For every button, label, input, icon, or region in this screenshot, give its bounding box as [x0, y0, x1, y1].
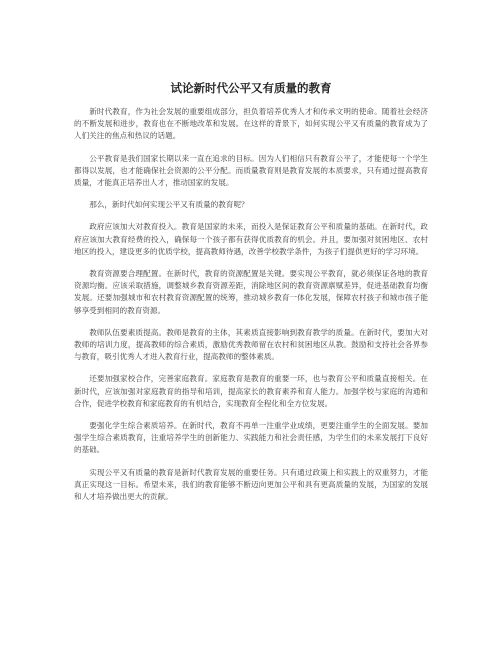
paragraph-9: 实现公平又有质量的教育是新时代教育发展的重要任务。只有通过政策上和实践上的双重努力，才能真正实现这一目标。希望未来，我们的教育能够不断迈向更加公平和具有更高质量的发展，为国家的发展和人才培养做出更大的贡献。 [74, 467, 428, 502]
document-body [74, 106, 428, 513]
paragraph-8: 要强化学生综合素质培养。在新时代，教育不再单一注重学业成绩，更要注重学生的全面发展。要加强学生综合素质教育，注重培养学生的创新能力、实践能力和社会责任感，为学生们的未来发展打下良好的基础。 [74, 421, 428, 455]
paragraph-5: 教育资源要合理配置。在新时代，教育的资源配置是关键。要实现公平教育，就必须保证各地的教育资源均衡。应该采取措施，调整城乡教育资源差距，消除地区间的教育资源禀赋差异，促进基础教育均衡发展。还要加强城市和农村教育资源配置的统筹，推动城乡教育一体化发展，保障农村孩子和城市孩子能够享受到相同的教育资源。 [74, 269, 428, 315]
paragraph-1: 新时代教育，作为社会发展的重要组成部分，担负着培养优秀人才和传承文明的使命。随着社会经济的不断发展和进步，教育也在不断地改革和发展。在这样的背景下，如何实现公平又有质量的教育成为了人们关注的焦点和热议的话题。 [74, 107, 428, 141]
paragraph-6: 教师队伍要素质提高。教师是教育的主体，其素质直接影响到教育教学的质量。在新时代，要加大对教师的培训力度，提高教师的综合素质，激励优秀教师留在农村和贫困地区从教。鼓励和支持社会各界参与教育，吸引优秀人才进入教育行业，提高教师的整体素质。 [74, 327, 428, 362]
paragraph-4: 政府应该加大对教育投入。教育是国家的未来，而投入是保证教育公平和质量的基础。在新时代，政府应该加大教育经费的投入，确保每一个孩子都有获得优质教育的机会。并且，要加强对贫困地区、农村地区的投入，建设更多的优质学校，提高教师待遇，改善学校教学条件，为孩子们提供更好的学习环境。 [74, 222, 428, 256]
paragraph-2: 公平教育是我们国家长期以来一直在追求的目标。因为人们相信只有教育公平了，才能使每一个学生都得以发展，也才能确保社会资源的公平分配。而质量教育则是教育发展的本质要求，只有通过提高教育质量，才能真正培养出人才，推动国家的发展。 [74, 153, 428, 188]
paragraph-3: 那么，新时代如何实现公平又有质量的教育呢？ [89, 200, 249, 210]
document-title: 试论新时代公平又有质量的教育 [170, 81, 332, 95]
paragraph-7: 还要加强家校合作，完善家庭教育。家庭教育是教育的重要一环，也与教育公平和质量直接相关。在新时代，应该加强对家庭教育的指导和培训，提高家长的教育素养和育人能力。加强学校与家庭的沟通和合作，促进学校教育和家庭教育的有机结合，实现教育全程化和全方位发展。 [74, 374, 428, 408]
